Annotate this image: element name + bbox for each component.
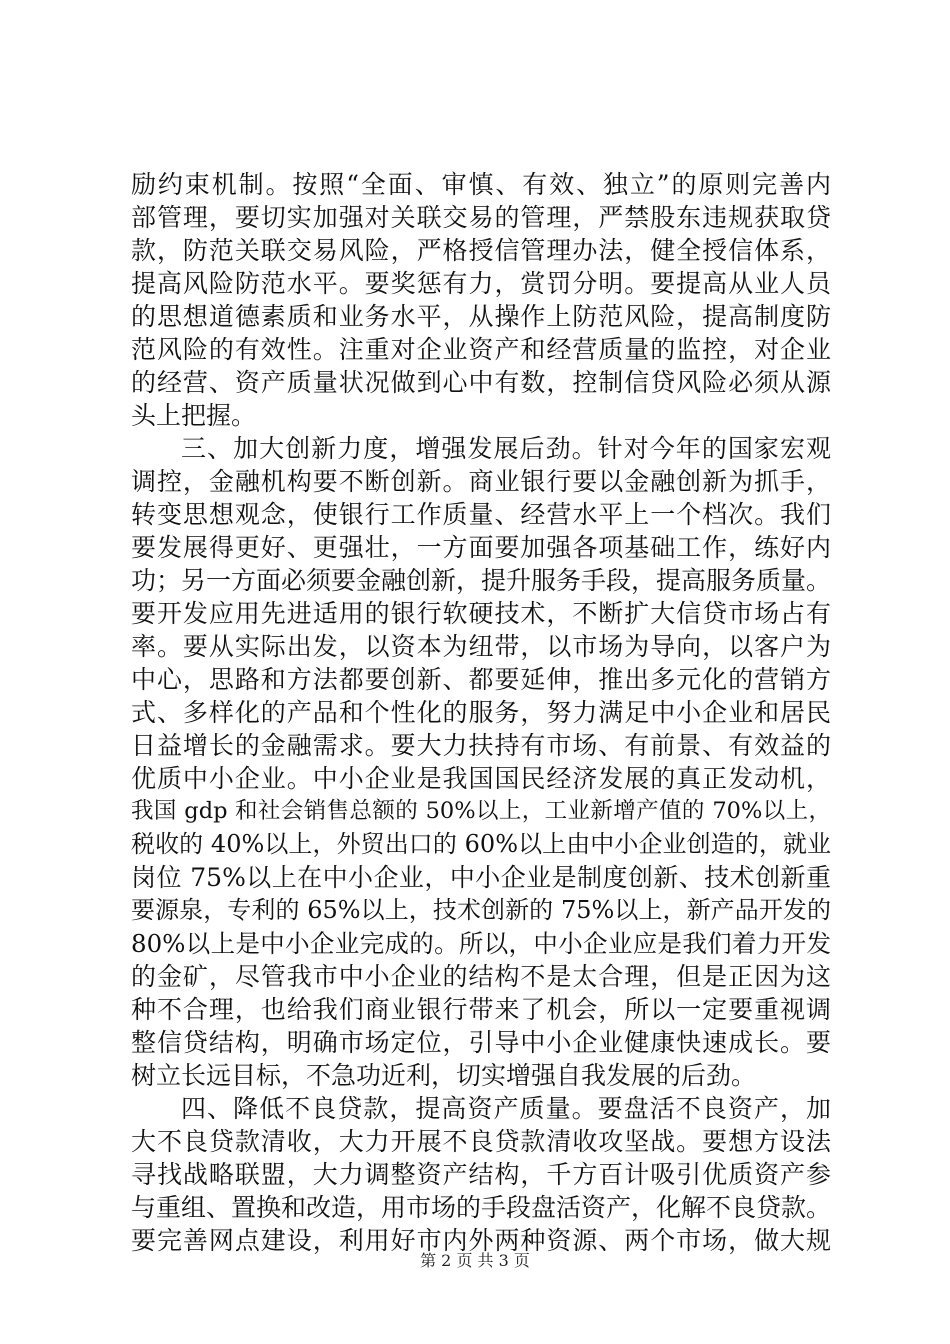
text-line: 要完善网点建设，利用好市内外两种资源、两个市场，做大规 [131,1226,831,1255]
text-line: 励约束机制。按照“全面、审慎、有效、独立”的原则完善内 [131,170,831,199]
text-line: 的经营、资产质量状况做到心中有数，控制信贷风险必须从源 [131,368,831,397]
text-line: 整信贷结构，明确市场定位，引导中小企业健康快速成长。要 [131,1028,831,1057]
text-line: 税收的 40%以上，外贸出口的 60%以上由中小企业创造的，就业 [131,830,831,858]
text-line: 式、多样化的产品和个性化的服务，努力满足中小企业和居民 [131,698,831,727]
text-line: 调控，金融机构要不断创新。商业银行要以金融创新为抓手， [131,467,831,496]
text-line: 要开发应用先进适用的银行软硬技术，不断扩大信贷市场占有 [131,599,831,628]
text-line: 范风险的有效性。注重对企业资产和经营质量的监控，对企业 [131,335,831,364]
text-line: 中心，思路和方法都要创新、都要延伸，推出多元化的营销方 [131,665,831,694]
body-text [131,168,831,1257]
text-line: 种不合理，也给我们商业银行带来了机会，所以一定要重视调 [131,995,831,1024]
text-line: 提高风险防范水平。要奖惩有力，赏罚分明。要提高从业人员 [131,269,831,298]
section-heading-line: 四、降低不良贷款，提高资产质量。要盘活不良资产，加 [181,1094,831,1123]
text-line: 要发展得更好、更强壮，一方面要加强各项基础工作，练好内 [131,533,831,562]
text-line: 款，防范关联交易风险，严格授信管理办法，健全授信体系， [131,236,831,265]
text-line: 头上把握。 [131,401,257,430]
section-heading-line: 三、加大创新力度，增强发展后劲。针对今年的国家宏观 [181,434,831,463]
text-line: 树立长远目标，不急功近利，切实增强自我发展的后劲。 [131,1061,757,1090]
page-number-footer: 第 2 页 共 3 页 [420,1251,530,1270]
text-line: 大不良贷款清收，大力开展不良贷款清收攻坚战。要想方设法 [131,1127,831,1156]
text-line: 功；另一方面必须要金融创新，提升服务手段，提高服务质量。 [131,566,832,595]
text-line: 优质中小企业。中小企业是我国国民经济发展的真正发动机， [131,764,831,793]
text-line: 转变思想观念，使银行工作质量、经营水平上一个档次。我们 [131,500,831,529]
text-line: 80%以上是中小企业完成的。所以，中小企业应是我们着力开发 [131,929,831,958]
text-line: 的金矿，尽管我市中小企业的结构不是太合理，但是正因为这 [131,962,831,991]
text-line: 岗位 75%以上在中小企业，中小企业是制度创新、技术创新重 [131,863,831,892]
text-line: 要源泉，专利的 65%以上，技术创新的 75%以上，新产品开发的 [131,896,831,924]
text-line: 日益增长的金融需求。要大力扶持有市场、有前景、有效益的 [131,731,831,760]
text-line: 我国 gdp 和社会销售总额的 50%以上，工业新增产值的 70%以上， [131,798,831,824]
text-line: 部管理，要切实加强对关联交易的管理，严禁股东违规获取贷 [131,203,831,232]
text-line: 寻找战略联盟，大力调整资产结构，千方百计吸引优质资产参 [131,1160,831,1189]
text-line: 与重组、置换和改造，用市场的手段盘活资产，化解不良贷款。 [131,1193,832,1222]
text-line: 率。要从实际出发，以资本为纽带，以市场为导向，以客户为 [131,632,831,661]
text-line: 的思想道德素质和业务水平，从操作上防范风险，提高制度防 [131,302,831,331]
